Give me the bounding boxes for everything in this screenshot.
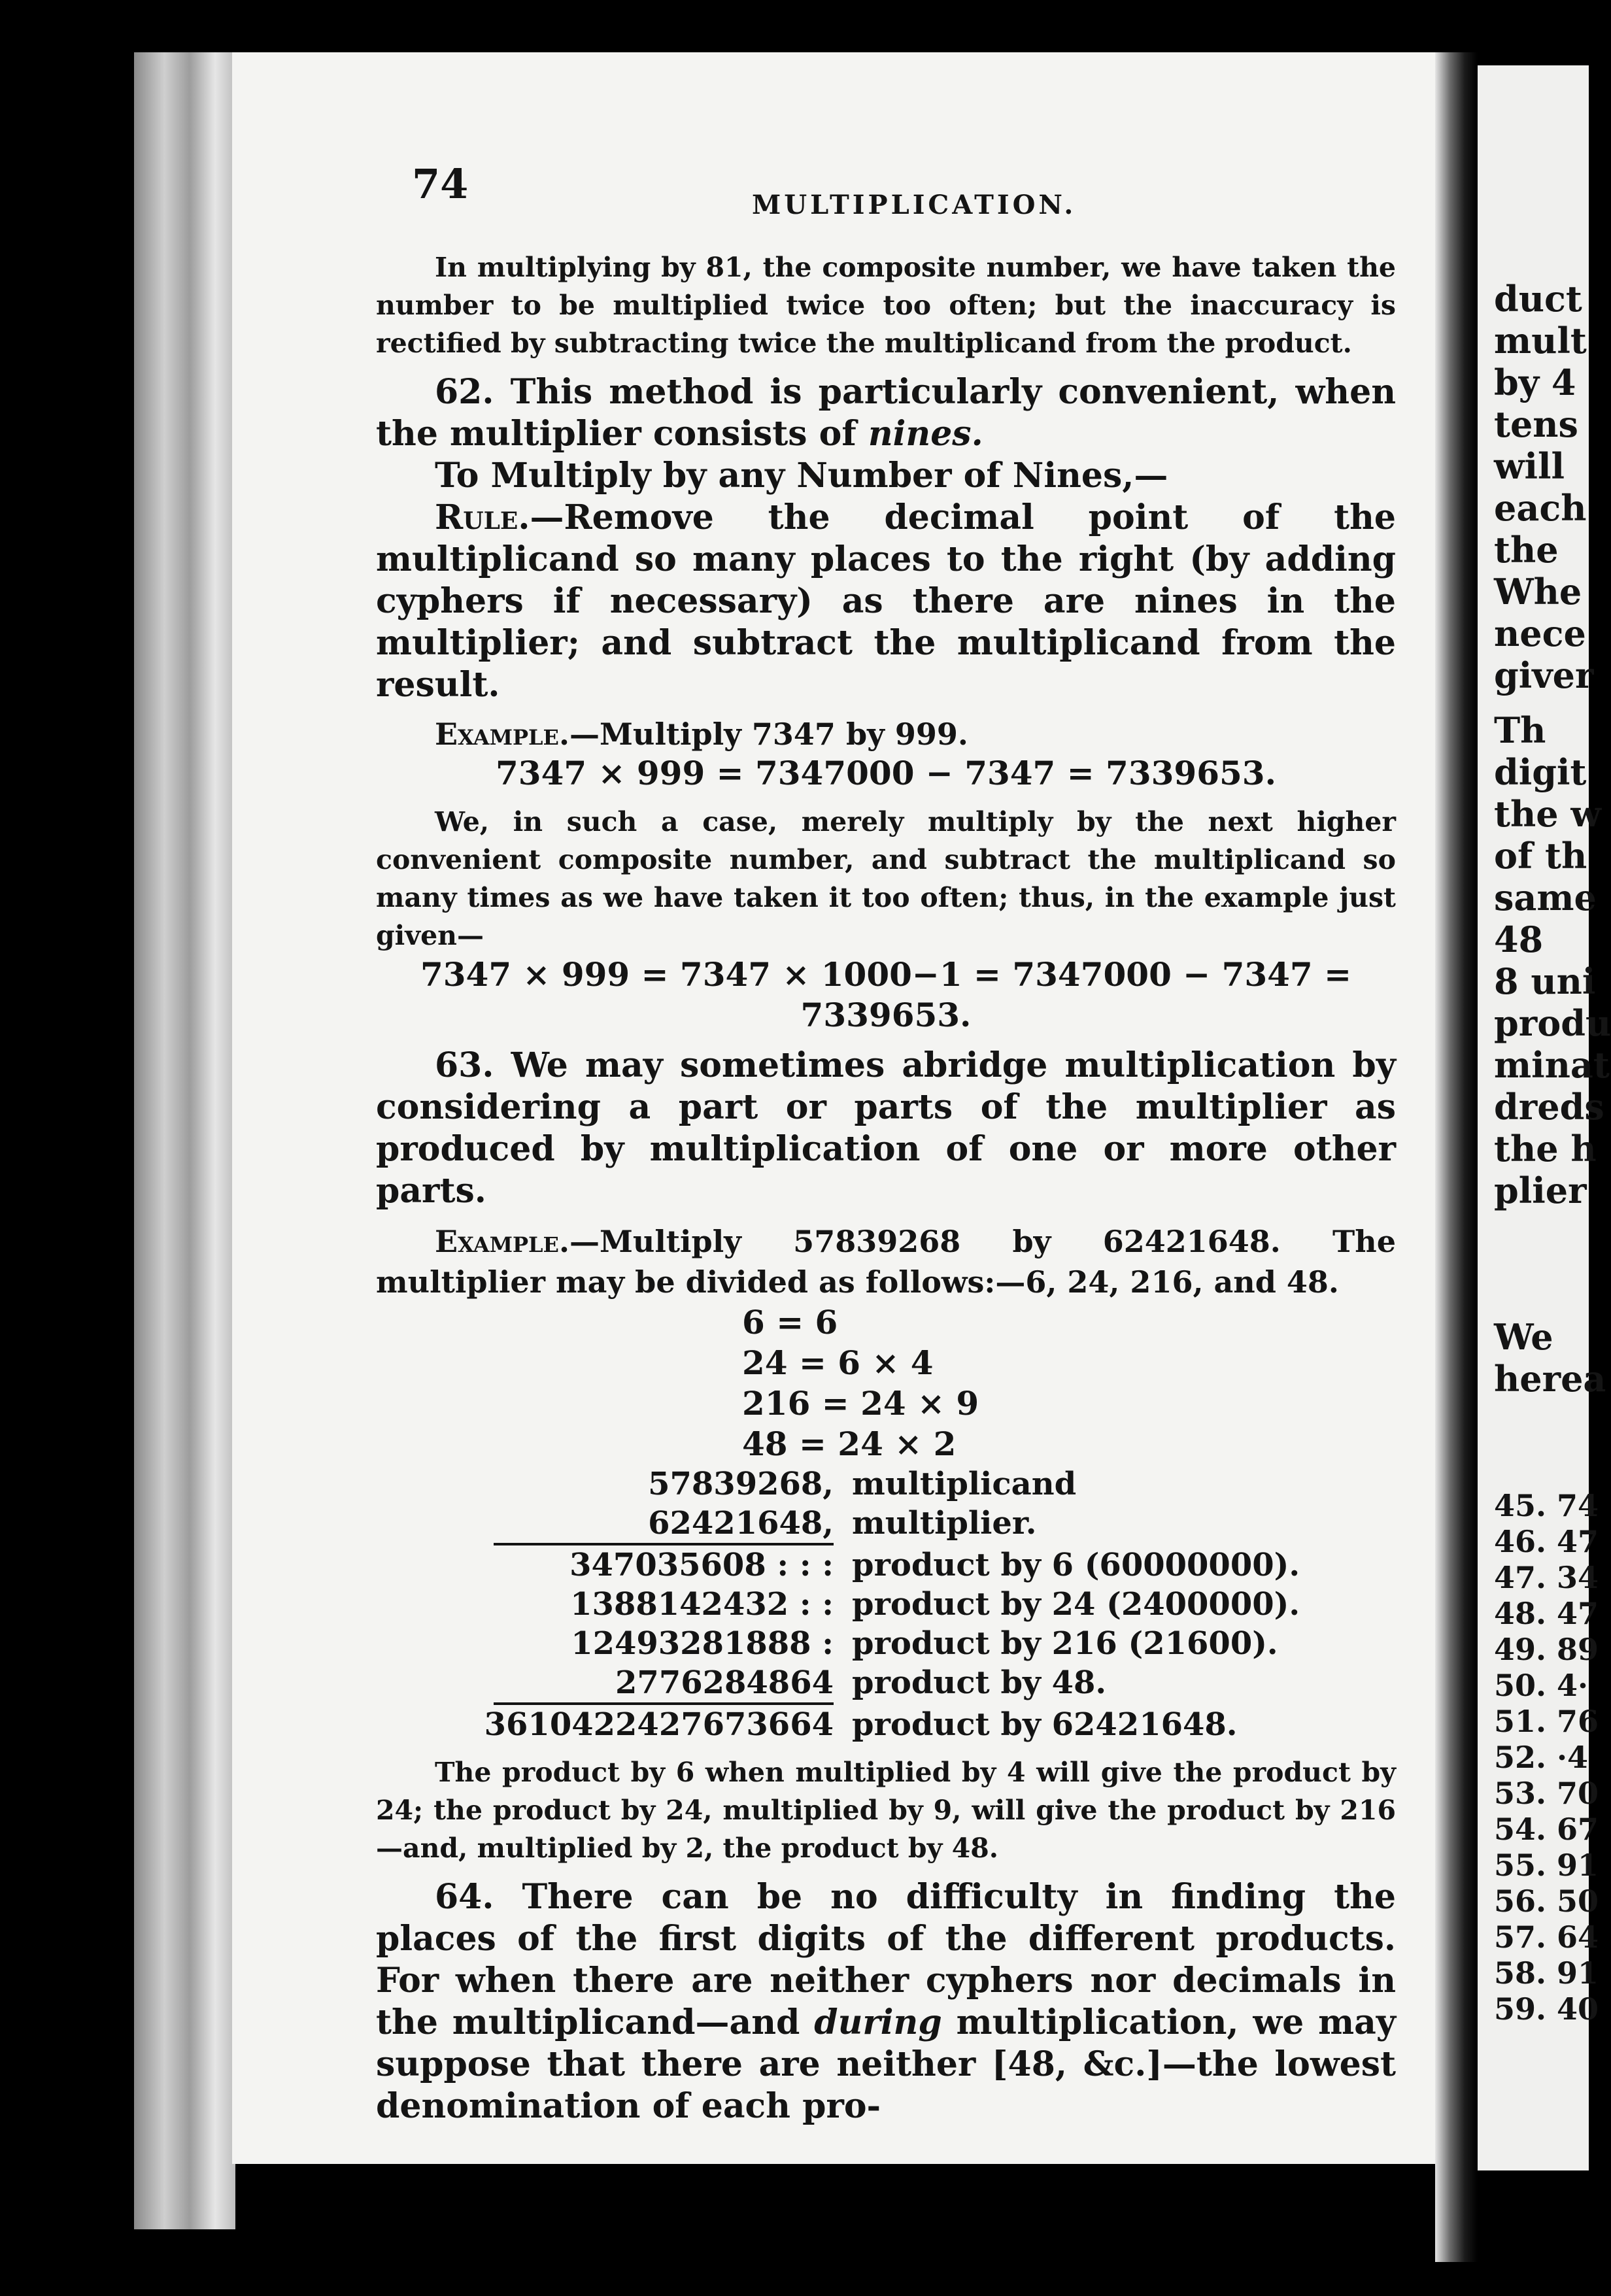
example-1 bbox=[376, 715, 1396, 753]
section-62 bbox=[376, 371, 1396, 455]
facing-line: by 4 bbox=[1494, 362, 1576, 403]
section-63 bbox=[376, 1045, 1396, 1212]
rule-paragraph bbox=[376, 497, 1396, 706]
page-edge-strip bbox=[134, 52, 235, 2229]
work-row bbox=[376, 1464, 1396, 1504]
exercise-item: 47. 34 bbox=[1494, 1560, 1599, 1595]
example-1-equation: 7347 × 999 = 7347000 − 7347 = 7339653. bbox=[496, 754, 1276, 792]
work-comment: multiplier. bbox=[852, 1505, 1037, 1542]
example-label: Example. bbox=[435, 1224, 569, 1259]
emphasis-text: nines. bbox=[868, 414, 983, 454]
work-number: 2776284864 bbox=[615, 1664, 834, 1701]
division-line: 24 = 6 × 4 bbox=[742, 1343, 934, 1382]
work-comment: multiplicand bbox=[852, 1466, 1077, 1502]
exercise-item: 45. 74 bbox=[1494, 1488, 1599, 1523]
multiplication-work bbox=[376, 1464, 1396, 1744]
running-head: MULTIPLICATION. bbox=[752, 190, 1077, 220]
divisions-list bbox=[376, 1302, 1396, 1464]
work-row bbox=[376, 1663, 1396, 1702]
facing-line: Whe bbox=[1494, 571, 1582, 613]
facing-page bbox=[1478, 65, 1611, 2170]
exercise-item: 58. 91 bbox=[1494, 1955, 1599, 1991]
work-row bbox=[376, 1705, 1396, 1744]
page-number: 74 bbox=[412, 160, 469, 208]
facing-line: produ bbox=[1494, 1002, 1611, 1044]
division-line: 216 = 24 × 9 bbox=[742, 1384, 979, 1423]
example-1-equation-2: 7347 × 999 = 7347 × 1000−1 = 7347000 − 7347 = 7339653. bbox=[420, 955, 1352, 1034]
section-text: multiplication, we may suppose that there are neither [48, &c.]—the lowest denomination of each pro- bbox=[376, 2002, 1397, 2126]
rule-label: Rule. bbox=[435, 498, 530, 537]
example-text: —Multiply 57839268 by 62421648. The multiplier may be divided as follows:—6, 24, 216, and 48. bbox=[376, 1224, 1396, 1300]
exercise-item: 48. 47 bbox=[1494, 1596, 1599, 1631]
facing-line: giver bbox=[1494, 654, 1594, 696]
section-text: This method is particularly convenient, when the multiplier consists of bbox=[376, 372, 1396, 454]
emphasis-text: during bbox=[814, 2002, 942, 2042]
facing-heading bbox=[1478, 1316, 1606, 1400]
case-paragraph: We, in such a case, merely multiply by the next higher convenient composite number, and subtract the multiplicand so many times as we have taken it too often; thus, in the example just given— bbox=[376, 806, 1396, 951]
facing-exercise-list bbox=[1478, 1488, 1599, 2027]
example-label: Example. bbox=[435, 717, 569, 752]
facing-line: the w bbox=[1494, 793, 1601, 835]
facing-line: dreds bbox=[1494, 1086, 1604, 1128]
work-number: 62421648, bbox=[648, 1505, 834, 1542]
section-text: We may sometimes abridge multiplication by considering a part or parts of the multiplier as produced by multiplication of one or more other parts. bbox=[376, 1045, 1396, 1211]
exercise-item: 49. 89 bbox=[1494, 1632, 1599, 1667]
product-paragraph: The product by 6 when multiplied by 4 will give the product by 24; the product by 24, multiplied by 9, will give the product by 216—and, multiplied by 2, the product by 48. bbox=[376, 1757, 1396, 1864]
book-gutter bbox=[1435, 52, 1478, 2262]
facing-line: 8 uni bbox=[1494, 960, 1596, 1002]
exercise-item: 55. 91 bbox=[1494, 1848, 1599, 1883]
exercise-item: 56. 50 bbox=[1494, 1883, 1599, 1919]
work-comment: product by 6 (60000000). bbox=[852, 1547, 1300, 1583]
intro-paragraph: In multiplying by 81, the composite number, we have taken the number to be multiplied twice too often; but the inaccuracy is rectified by subtracting twice the multiplicand from the product. bbox=[376, 252, 1396, 359]
work-number: 57839268, bbox=[648, 1466, 834, 1502]
work-row bbox=[376, 1504, 1396, 1543]
section-text: There can be no difficulty in finding the places of the first digits of the different products. For when there are neither cyphers nor decimals in the multiplicand—and bbox=[376, 1877, 1396, 2042]
facing-line: of th bbox=[1494, 835, 1587, 877]
rule-text: —Remove the decimal point of the multiplicand so many places to the right (by adding cyphers if necessary) as there are nines in the multiplier; and subtract the multiplicand from the result. bbox=[376, 498, 1396, 705]
work-row bbox=[376, 1585, 1396, 1624]
facing-page-lines bbox=[1478, 278, 1611, 1211]
facing-line: nece bbox=[1494, 613, 1586, 654]
facing-line: mult bbox=[1494, 320, 1587, 362]
facing-heading-line: We bbox=[1494, 1316, 1553, 1358]
facing-line: digit bbox=[1494, 751, 1587, 793]
facing-line: minat bbox=[1494, 1044, 1610, 1086]
exercise-item: 50. 4· bbox=[1494, 1668, 1589, 1703]
work-comment: product by 62421648. bbox=[852, 1706, 1238, 1743]
section-number: 62. bbox=[435, 372, 494, 412]
facing-line: the bbox=[1494, 529, 1559, 571]
section-number: 63. bbox=[435, 1045, 494, 1085]
exercise-item: 46. 47 bbox=[1494, 1524, 1599, 1559]
facing-line: will bbox=[1494, 445, 1565, 487]
facing-line: each bbox=[1494, 487, 1587, 529]
facing-line: plier bbox=[1494, 1170, 1587, 1211]
exercise-item: 52. ·4 bbox=[1494, 1740, 1589, 1775]
page-body bbox=[376, 248, 1396, 2127]
exercise-item: 54. 67 bbox=[1494, 1812, 1599, 1847]
nines-heading: To Multiply by any Number of Nines,— bbox=[435, 456, 1168, 496]
section-number: 64. bbox=[435, 1877, 494, 1917]
exercise-item: 53. 70 bbox=[1494, 1776, 1599, 1811]
division-line: 48 = 24 × 2 bbox=[742, 1425, 957, 1463]
division-line: 6 = 6 bbox=[742, 1303, 838, 1342]
facing-line: the h bbox=[1494, 1128, 1597, 1170]
example-text: —Multiply 7347 by 999. bbox=[569, 717, 968, 752]
section-64 bbox=[376, 1876, 1396, 2127]
work-comment: product by 216 (21600). bbox=[852, 1625, 1278, 1662]
exercise-item: 59. 40 bbox=[1494, 1991, 1599, 2027]
work-row bbox=[376, 1624, 1396, 1663]
work-number: 3610422427673664 bbox=[484, 1706, 834, 1743]
facing-line: same bbox=[1494, 877, 1597, 919]
work-row bbox=[376, 1545, 1396, 1585]
work-comment: product by 48. bbox=[852, 1664, 1107, 1701]
example-2 bbox=[376, 1221, 1396, 1302]
work-comment: product by 24 (2400000). bbox=[852, 1586, 1300, 1623]
facing-heading-line: herea bbox=[1494, 1358, 1606, 1400]
work-number: 347035608 : : : bbox=[569, 1547, 834, 1583]
work-number: 1388142432 : : bbox=[570, 1586, 834, 1623]
facing-line: 48 bbox=[1494, 919, 1544, 960]
exercise-item: 51. 76 bbox=[1494, 1704, 1599, 1739]
work-number: 12493281888 : bbox=[571, 1625, 834, 1662]
facing-line: duct bbox=[1494, 278, 1582, 320]
facing-line: Th bbox=[1494, 709, 1546, 751]
exercise-item: 57. 64 bbox=[1494, 1919, 1599, 1955]
facing-line: tens bbox=[1494, 403, 1578, 445]
